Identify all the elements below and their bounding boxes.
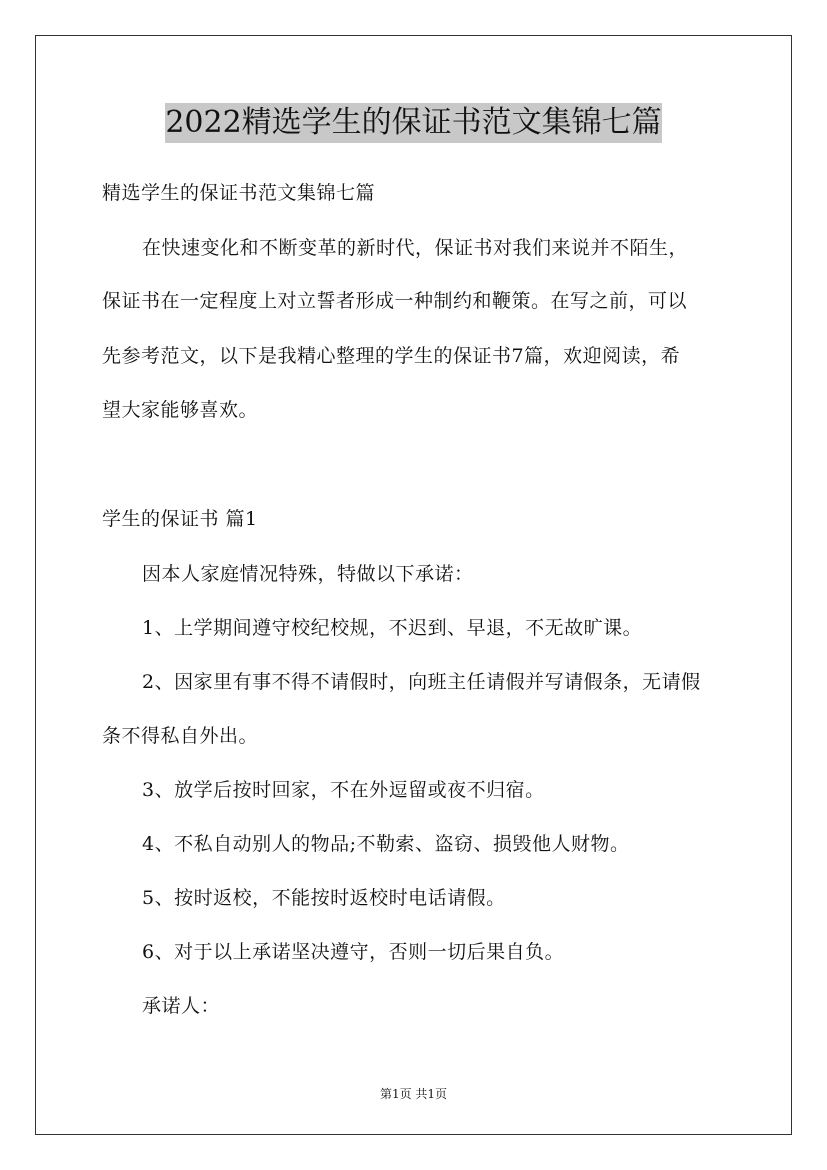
body-line: 因本人家庭情况特殊，特做以下承诺： — [142, 563, 474, 585]
body-line: 条不得私自外出。 — [102, 725, 259, 747]
body-line: 4、不私自动别人的物品;不勒索、盗窃、损毁他人财物。 — [142, 833, 630, 855]
intro-line-1: 在快速变化和不断变革的新时代，保证书对我们来说并不陌生， — [142, 237, 689, 259]
intro-line-4: 望大家能够喜欢。 — [102, 399, 259, 421]
section-heading: 学生的保证书 篇1 — [102, 508, 258, 530]
body-line: 承诺人： — [142, 995, 221, 1017]
document-title: 2022精选学生的保证书范文集锦七篇 — [165, 103, 662, 143]
body-line: 6、对于以上承诺坚决遵守，否则一切后果自负。 — [142, 941, 565, 963]
body-line: 5、按时返校，不能按时返校时电话请假。 — [142, 887, 506, 909]
intro-line-2: 保证书在一定程度上对立誓者形成一种制约和鞭策。在写之前，可以 — [102, 290, 688, 312]
body-line: 2、因家里有事不得不请假时，向班主任请假并写请假条，无请假 — [142, 671, 701, 693]
body-line: 3、放学后按时回家，不在外逗留或夜不归宿。 — [142, 779, 545, 801]
body-line: 1、上学期间遵守校纪校规，不迟到、早退，不无故旷课。 — [142, 617, 643, 639]
document-subtitle: 精选学生的保证书范文集锦七篇 — [102, 182, 376, 204]
intro-line-3: 先参考范文，以下是我精心整理的学生的保证书7篇，欢迎阅读，希 — [102, 345, 681, 367]
page-footer: 第1页 共1页 — [379, 1087, 448, 1101]
